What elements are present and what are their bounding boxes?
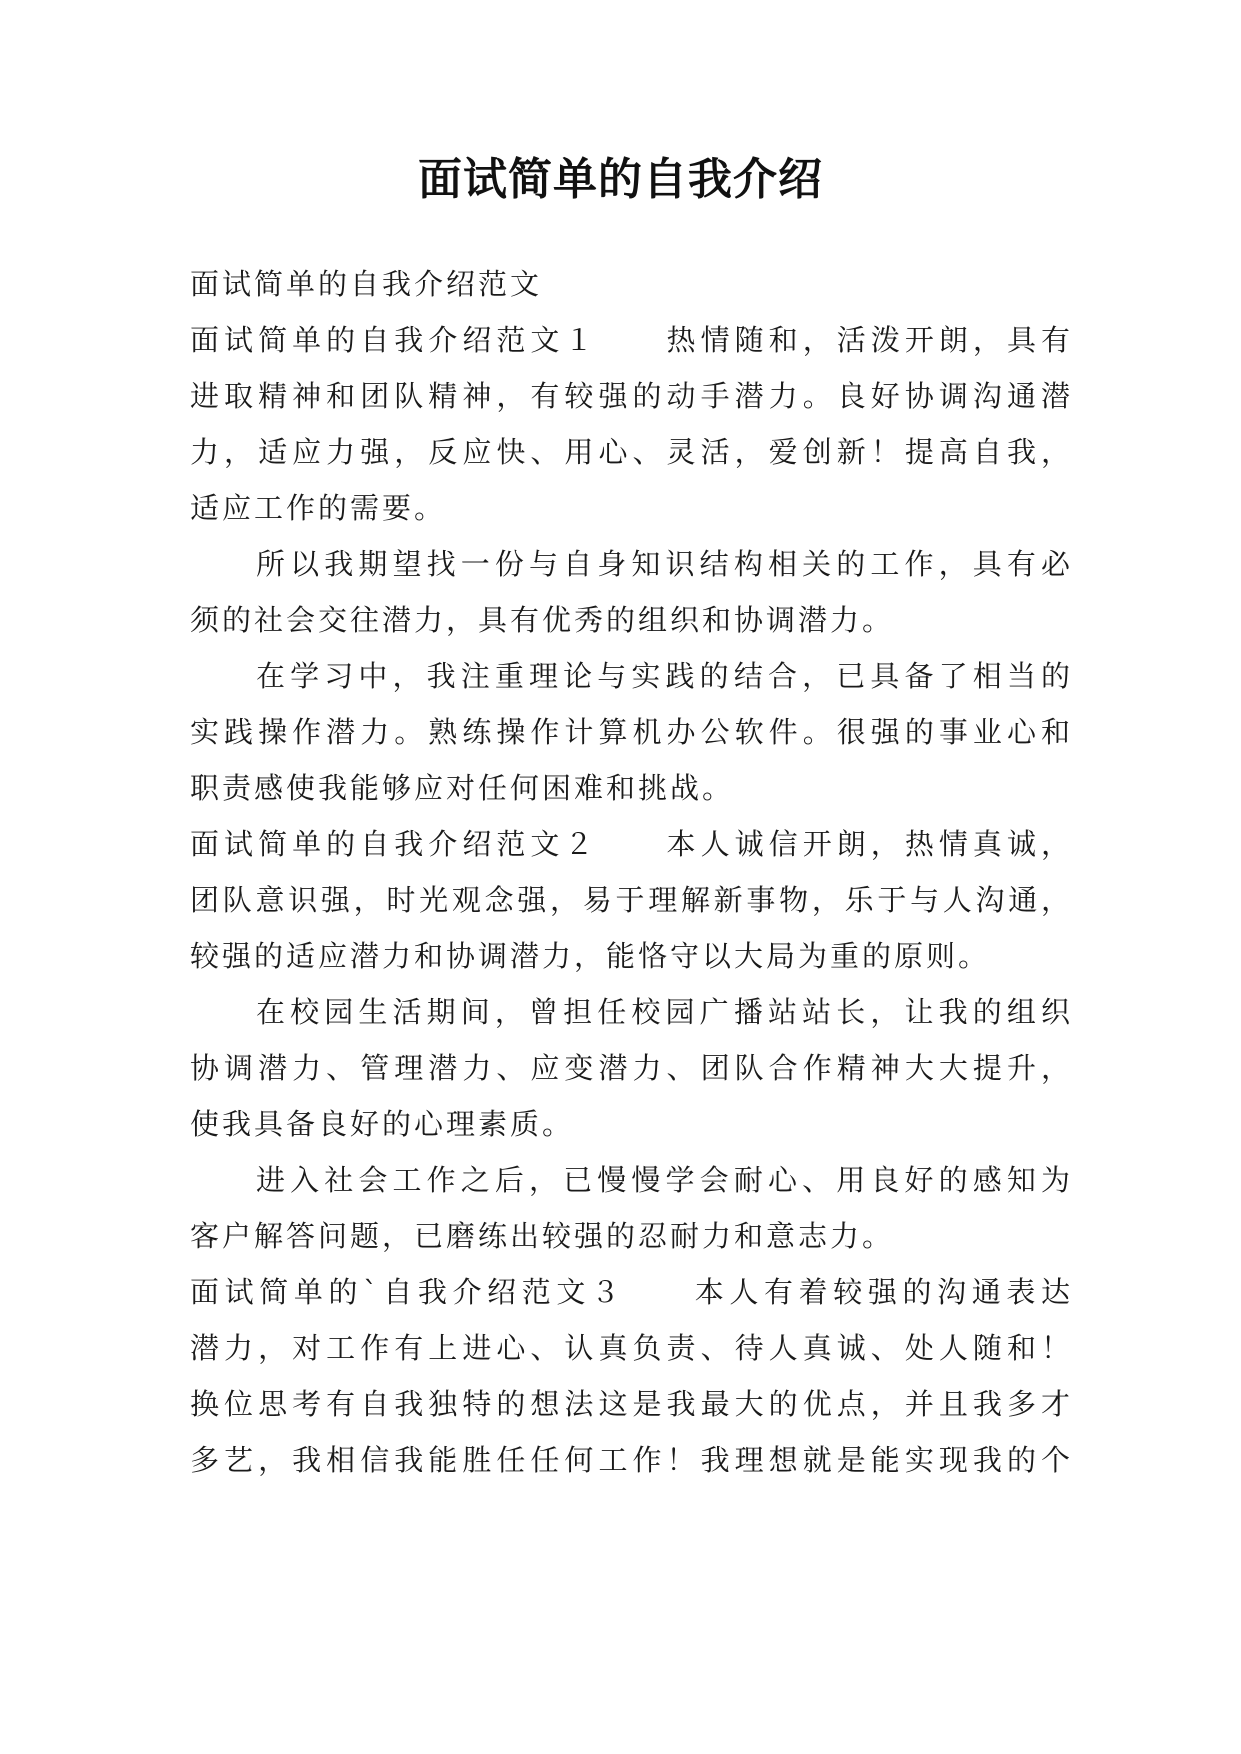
paragraph-line: 面试简单的`自我介绍范文３ 本人有着较强的沟通表达	[190, 1275, 1070, 1309]
paragraph-line: 力，适应力强，反应快、用心、灵活，爱创新！提高自我，	[190, 435, 1070, 469]
paragraph-line: 实践操作潜力。熟练操作计算机办公软件。很强的事业心和	[190, 715, 1070, 749]
paragraph-line: 多艺，我相信我能胜任任何工作！我理想就是能实现我的个	[190, 1443, 1070, 1477]
paragraph-line: 协调潜力、管理潜力、应变潜力、团队合作精神大大提升，	[190, 1051, 1070, 1085]
paragraph-line: 适应工作的需要。	[190, 491, 447, 525]
paragraph-line: 须的社会交往潜力，具有优秀的组织和协调潜力。	[190, 603, 895, 637]
paragraph-line: 使我具备良好的心理素质。	[190, 1107, 575, 1141]
paragraph-line: 在校园生活期间，曾担任校园广播站站长，让我的组织	[256, 995, 1070, 1029]
paragraph-line: 面试简单的自我介绍范文２ 本人诚信开朗，热情真诚，	[190, 827, 1070, 861]
paragraph-line: 进取精神和团队精神，有较强的动手潜力。良好协调沟通潜	[190, 379, 1070, 413]
paragraph-line: 客户解答问题，已磨练出较强的忍耐力和意志力。	[190, 1219, 895, 1253]
section-heading: 面试简单的自我介绍范文	[190, 267, 543, 301]
paragraph-line: 团队意识强，时光观念强，易于理解新事物，乐于与人沟通，	[190, 883, 1070, 917]
paragraph-line: 职责感使我能够应对任何困难和挑战。	[190, 771, 735, 805]
paragraph-line: 所以我期望找一份与自身知识结构相关的工作，具有必	[256, 547, 1070, 581]
paragraph-line: 换位思考有自我独特的想法这是我最大的优点，并且我多才	[190, 1387, 1070, 1421]
paragraph-line: 面试简单的自我介绍范文１ 热情随和，活泼开朗，具有	[190, 323, 1070, 357]
document-title: 面试简单的自我介绍	[418, 154, 823, 205]
paragraph-line: 潜力，对工作有上进心、认真负责、待人真诚、处人随和！	[190, 1331, 1070, 1365]
paragraph-line: 在学习中，我注重理论与实践的结合，已具备了相当的	[256, 659, 1070, 693]
paragraph-line: 进入社会工作之后，已慢慢学会耐心、用良好的感知为	[256, 1163, 1070, 1197]
paragraph-line: 较强的适应潜力和协调潜力，能恪守以大局为重的原则。	[190, 939, 991, 973]
